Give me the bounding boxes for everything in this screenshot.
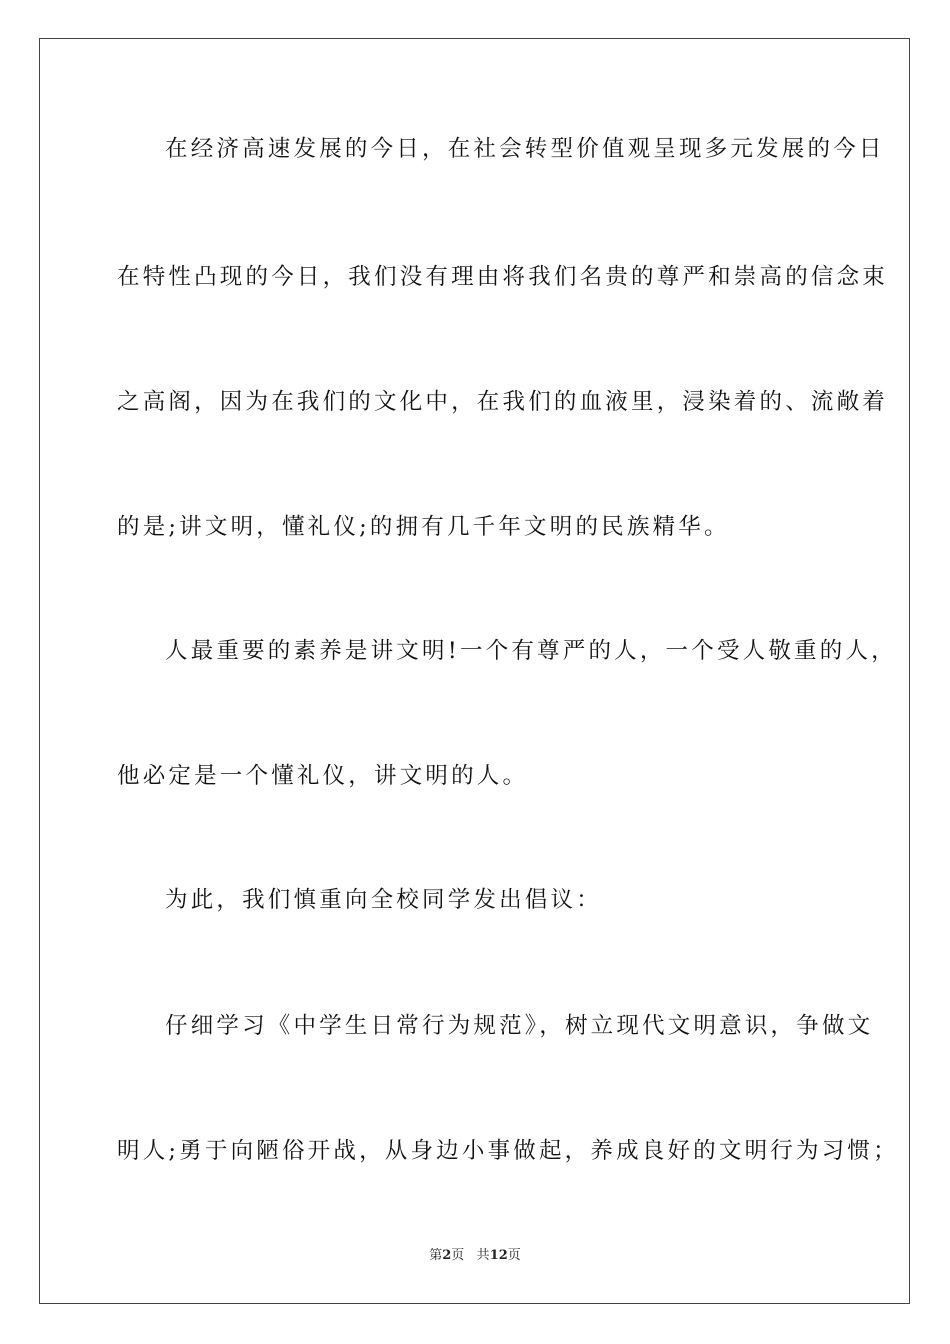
paragraph-line-6: 他必定是一个懂礼仪，讲文明的人。 bbox=[117, 763, 529, 789]
paragraph-line-7: 为此，我们慎重向全校同学发出倡议： bbox=[165, 887, 602, 913]
paragraph-line-1: 在经济高速发展的今日，在社会转型价值观呈现多元发展的今日 bbox=[165, 136, 885, 162]
paragraph-line-9: 明人;勇于向陋俗开战，从身边小事做起，养成良好的文明行为习惯； bbox=[117, 1138, 899, 1164]
footer-total-suffix: 页 bbox=[507, 1248, 521, 1263]
paragraph-line-4: 的是;讲文明，懂礼仪;的拥有几千年文明的民族精华。 bbox=[117, 514, 730, 540]
footer-page-suffix: 页 bbox=[451, 1248, 465, 1263]
page-footer bbox=[0, 1247, 950, 1265]
footer-page-prefix: 第 bbox=[429, 1248, 443, 1263]
footer-total-pages: 12 bbox=[489, 1248, 508, 1263]
paragraph-line-2: 在特性凸现的今日，我们没有理由将我们名贵的尊严和崇高的信念束 bbox=[117, 264, 889, 290]
paragraph-line-5: 人最重要的素养是讲文明!一个有尊严的人，一个受人敬重的人， bbox=[165, 638, 897, 664]
footer-page-number: 2 bbox=[442, 1248, 452, 1263]
footer-total-prefix: 共 bbox=[476, 1248, 490, 1263]
page-border bbox=[39, 38, 910, 1304]
paragraph-line-8: 仔细学习《中学生日常行为规范》，树立现代文明意识，争做文 bbox=[165, 1013, 874, 1039]
paragraph-line-3: 之高阁，因为在我们的文化中，在我们的血液里，浸染着的、流敞着 bbox=[117, 389, 889, 415]
